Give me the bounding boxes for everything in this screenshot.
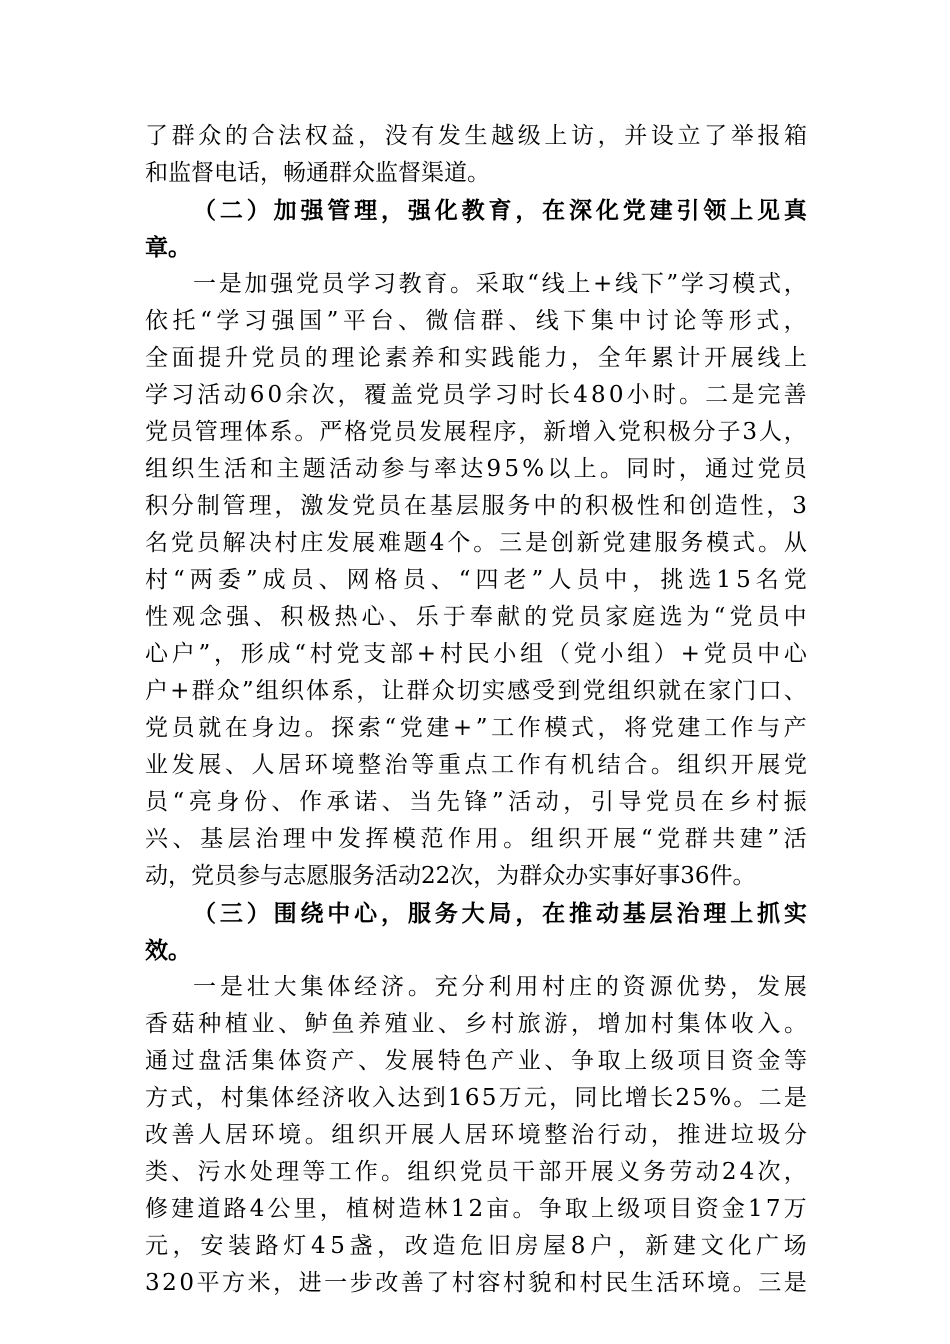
section-heading: （ 三 ） 围 绕 中 心 ， 服 务 大 局 ， 在 推 动 基 层 治 理 上 抓 实 bbox=[193, 900, 807, 927]
text-line: 一 是 加 强 党 员 学 习 教 育 。 采 取 “ 线 上 + 线 下 ” 学 习 模 式 ， bbox=[193, 271, 807, 297]
text-line: 修 建 道 路 4 公 里 ， 植 树 造 林 1 2 亩 。 争 取 上 级 项 目 资 金 1 7 万 bbox=[145, 1196, 807, 1222]
text-line: 党 员 就 在 身 边 。 探 索 “ 党 建 + ” 工 作 模 式 ， 将 党 建 工 作 与 产 bbox=[145, 715, 807, 741]
text-line: 动，党员参与志愿服务活动22次，为群众办实事好事36件。 bbox=[145, 863, 756, 889]
text-line: 村 “ 两 委 ” 成 员 、 网 格 员 、 “ 四 老 ” 人 员 中 ， 挑 选 1 5 名 党 bbox=[145, 567, 807, 593]
text-line: 元 ， 安 装 路 灯 4 5 盏 ， 改 造 危 旧 房 屋 8 户 ， 新 建 文 化 广 场 bbox=[145, 1233, 807, 1259]
text-line: 通 过 盘 活 集 体 资 产 、 发 展 特 色 产 业 、 争 取 上 级 项 目 资 金 等 bbox=[145, 1048, 807, 1074]
text-line: 方 式 ， 村 集 体 经 济 收 入 达 到 1 6 5 万 元 ， 同 比 增 长 2 5 % 。 二 是 bbox=[145, 1085, 807, 1111]
text-line: 心 户 ” ， 形 成 “ 村 党 支 部 + 村 民 小 组 （ 党 小 组 ） + 党 员 中 心 bbox=[145, 641, 807, 667]
text-line: 类 、 污 水 处 理 等 工 作 。 组 织 党 员 干 部 开 展 义 务 劳 动 2 4 次 ， bbox=[145, 1159, 807, 1185]
text-line: 户 + 群 众 ” 组 织 体 系 ， 让 群 众 切 实 感 受 到 党 组 织 就 在 家 门 口 、 bbox=[145, 678, 807, 704]
section-heading: 效。 bbox=[145, 937, 191, 964]
text-line: 和监督电话，畅通群众监督渠道。 bbox=[145, 160, 490, 186]
text-line: 兴 、 基 层 治 理 中 发 挥 模 范 作 用 。 组 织 开 展 “ 党 群 共 建 ” 活 bbox=[145, 826, 807, 852]
text-line: 业 发 展 、 人 居 环 境 整 治 等 重 点 工 作 有 机 结 合 。 组 织 开 展 党 bbox=[145, 752, 807, 778]
text-line: 积 分 制 管 理 ， 激 发 党 员 在 基 层 服 务 中 的 积 极 性 和 创 造 性 ， 3 bbox=[145, 493, 807, 519]
section-heading: （ 二 ） 加 强 管 理 ， 强 化 教 育 ， 在 深 化 党 建 引 领 上 见 真 bbox=[193, 197, 807, 224]
text-line: 党 员 管 理 体 系 。 严 格 党 员 发 展 程 序 ， 新 增 入 党 积 极 分 子 3 人 ， bbox=[145, 419, 807, 445]
text-line: 依 托 “ 学 习 强 国 ” 平 台 、 微 信 群 、 线 下 集 中 讨 论 等 形 式 ， bbox=[145, 308, 807, 334]
text-line: 香 菇 种 植 业 、 鲈 鱼 养 殖 业 、 乡 村 旅 游 ， 增 加 村 集 体 收 入 。 bbox=[145, 1011, 807, 1037]
text-line: 组 织 生 活 和 主 题 活 动 参 与 率 达 9 5 % 以 上 。 同 时 ， 通 过 党 员 bbox=[145, 456, 807, 482]
section-heading: 章。 bbox=[145, 234, 191, 261]
text-line: 3 2 0 平 方 米 ， 进 一 步 改 善 了 村 容 村 貌 和 村 民 生 活 环 境 。 三 是 bbox=[145, 1270, 807, 1296]
document-page bbox=[145, 118, 807, 1302]
text-line: 学 习 活 动 6 0 余 次 ， 覆 盖 党 员 学 习 时 长 4 8 0 小 时 。 二 是 完 善 bbox=[145, 382, 807, 408]
text-line: 性 观 念 强 、 积 极 热 心 、 乐 于 奉 献 的 党 员 家 庭 选 为 “ 党 员 中 bbox=[145, 604, 807, 630]
text-line: 一 是 壮 大 集 体 经 济 。 充 分 利 用 村 庄 的 资 源 优 势 ， 发 展 bbox=[193, 974, 807, 1000]
text-line: 员 “ 亮 身 份 、 作 承 诺 、 当 先 锋 ” 活 动 ， 引 导 党 员 在 乡 村 振 bbox=[145, 789, 807, 815]
text-line: 名 党 员 解 决 村 庄 发 展 难 题 4 个 。 三 是 创 新 党 建 服 务 模 式 。 从 bbox=[145, 530, 807, 556]
text-line: 全 面 提 升 党 员 的 理 论 素 养 和 实 践 能 力 ， 全 年 累 计 开 展 线 上 bbox=[145, 345, 807, 371]
text-line: 了 群 众 的 合 法 权 益 ， 没 有 发 生 越 级 上 访 ， 并 设 立 了 举 报 箱 bbox=[145, 123, 807, 149]
text-line: 改 善 人 居 环 境 。 组 织 开 展 人 居 环 境 整 治 行 动 ， 推 进 垃 圾 分 bbox=[145, 1122, 807, 1148]
